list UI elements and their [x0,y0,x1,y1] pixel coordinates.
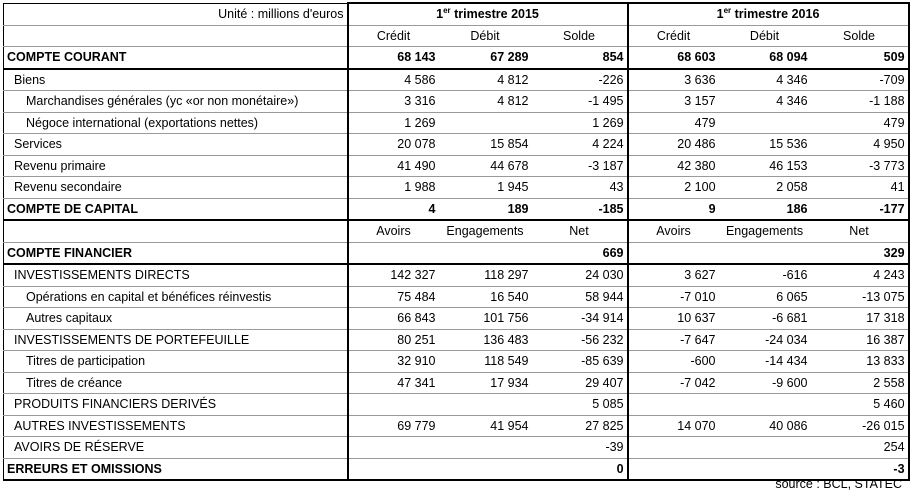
value-cell: 14 070 [628,415,719,437]
row-label: PRODUITS FINANCIERS DERIVÉS [4,394,348,416]
row-label: ERREURS ET OMISSIONS [4,458,348,480]
table-row [4,91,909,113]
value-cell: -56 232 [532,329,628,351]
value-cell: 20 486 [628,134,719,156]
column-header: Net [811,220,909,242]
value-cell: 1 945 [439,177,532,199]
value-cell: -616 [719,264,811,286]
value-cell: 186 [719,198,811,220]
blank-header-cell [4,25,348,47]
value-cell: 75 484 [348,286,439,308]
period-ordinal: 1 [716,7,724,22]
value-cell: 3 157 [628,91,719,113]
value-cell [348,437,439,459]
column-header: Avoirs [348,220,439,242]
column-header: Engagements [439,220,532,242]
value-cell: 42 380 [628,155,719,177]
period-header-row [4,3,909,25]
blank-header-cell [4,220,348,242]
value-cell: -6 681 [719,308,811,330]
value-cell: 68 603 [628,47,719,69]
value-cell: 2 558 [811,372,909,394]
table-row [4,264,909,286]
value-cell: 67 289 [439,47,532,69]
value-cell [439,394,532,416]
value-cell [348,242,439,264]
value-cell: 58 944 [532,286,628,308]
value-cell: -7 042 [628,372,719,394]
value-cell: 4 812 [439,91,532,113]
balance-of-payments-table [3,2,910,481]
value-cell: -34 914 [532,308,628,330]
balance-table-container [3,2,908,491]
value-cell: 69 779 [348,415,439,437]
table-row [4,112,909,134]
table-row [4,437,909,459]
column-header: Débit [719,25,811,47]
value-cell: -226 [532,69,628,91]
value-cell: -13 075 [811,286,909,308]
value-cell: 9 [628,198,719,220]
column-header: Net [532,220,628,242]
value-cell: 66 843 [348,308,439,330]
value-cell [719,112,811,134]
value-cell: -9 600 [719,372,811,394]
row-label: Titres de créance [4,372,348,394]
value-cell: 46 153 [719,155,811,177]
table-row [4,177,909,199]
column-header: Solde [532,25,628,47]
value-cell [719,242,811,264]
value-cell: 47 341 [348,372,439,394]
table-row [4,394,909,416]
period-label: trimestre 2015 [450,7,539,22]
value-cell: 27 825 [532,415,628,437]
value-cell: 854 [532,47,628,69]
value-cell: 68 143 [348,47,439,69]
column-header-row [4,25,909,47]
value-cell: 4 346 [719,91,811,113]
period-ordinal-suffix: er [443,6,451,16]
value-cell: 669 [532,242,628,264]
value-cell: -185 [532,198,628,220]
row-label: Titres de participation [4,351,348,373]
value-cell: 479 [628,112,719,134]
value-cell: 32 910 [348,351,439,373]
value-cell: 5 460 [811,394,909,416]
value-cell: 29 407 [532,372,628,394]
value-cell [628,394,719,416]
value-cell: 20 078 [348,134,439,156]
value-cell: 142 327 [348,264,439,286]
value-cell: 4 346 [719,69,811,91]
value-cell: 6 065 [719,286,811,308]
value-cell: -85 639 [532,351,628,373]
table-row [4,242,909,264]
value-cell: -7 647 [628,329,719,351]
value-cell: 17 318 [811,308,909,330]
value-cell: 16 540 [439,286,532,308]
value-cell: -26 015 [811,415,909,437]
row-label: Revenu secondaire [4,177,348,199]
value-cell: 10 637 [628,308,719,330]
value-cell: 3 636 [628,69,719,91]
value-cell: 80 251 [348,329,439,351]
table-row [4,308,909,330]
value-cell [348,394,439,416]
value-cell: 40 086 [719,415,811,437]
value-cell: 0 [532,458,628,480]
table-row [4,69,909,91]
row-label: INVESTISSEMENTS DIRECTS [4,264,348,286]
row-label: Négoce international (exportations nettes) [4,112,348,134]
column-header: Avoirs [628,220,719,242]
table-row [4,329,909,351]
row-label: Marchandises générales (yc «or non monétaire») [4,91,348,113]
row-label: Autres capitaux [4,308,348,330]
value-cell: 41 490 [348,155,439,177]
value-cell: 479 [811,112,909,134]
value-cell: 44 678 [439,155,532,177]
value-cell: 4 224 [532,134,628,156]
row-label: AVOIRS DE RÉSERVE [4,437,348,459]
table-row [4,198,909,220]
value-cell: 1 269 [348,112,439,134]
row-label: COMPTE COURANT [4,47,348,69]
row-label: COMPTE FINANCIER [4,242,348,264]
table-row [4,286,909,308]
row-label: Revenu primaire [4,155,348,177]
value-cell: 68 094 [719,47,811,69]
value-cell: 3 627 [628,264,719,286]
value-cell: 4 586 [348,69,439,91]
period-label: trimestre 2016 [731,7,820,22]
value-cell: -14 434 [719,351,811,373]
row-label: Opérations en capital et bénéfices réinvestis [4,286,348,308]
value-cell [628,242,719,264]
value-cell: -24 034 [719,329,811,351]
row-label: Biens [4,69,348,91]
value-cell: -39 [532,437,628,459]
table-row [4,155,909,177]
row-label: AUTRES INVESTISSEMENTS [4,415,348,437]
value-cell [439,458,532,480]
value-cell: -709 [811,69,909,91]
table-body [4,3,909,480]
value-cell: 4 812 [439,69,532,91]
value-cell: 41 954 [439,415,532,437]
unit-label: Unité : millions d'euros [4,3,348,25]
column-header: Crédit [628,25,719,47]
table-row [4,415,909,437]
value-cell: 4 [348,198,439,220]
value-cell: 1 269 [532,112,628,134]
value-cell: 2 100 [628,177,719,199]
value-cell: 189 [439,198,532,220]
value-cell: 2 058 [719,177,811,199]
value-cell [439,112,532,134]
period-ordinal: 1 [436,7,444,22]
table-row [4,372,909,394]
value-cell: -7 010 [628,286,719,308]
value-cell: -1 495 [532,91,628,113]
value-cell: 43 [532,177,628,199]
value-cell: 17 934 [439,372,532,394]
column-header: Crédit [348,25,439,47]
value-cell [628,458,719,480]
value-cell [439,437,532,459]
value-cell [348,458,439,480]
value-cell: 4 950 [811,134,909,156]
column-header: Engagements [719,220,811,242]
value-cell: -600 [628,351,719,373]
value-cell: -3 187 [532,155,628,177]
value-cell: -3 773 [811,155,909,177]
value-cell: 5 085 [532,394,628,416]
period-header [628,3,909,25]
value-cell: 13 833 [811,351,909,373]
value-cell: 1 988 [348,177,439,199]
value-cell: 41 [811,177,909,199]
source-note: source : BCL, STATEC [775,477,902,491]
value-cell [719,394,811,416]
value-cell: -3 [811,458,909,480]
value-cell: 329 [811,242,909,264]
row-label: INVESTISSEMENTS DE PORTEFEUILLE [4,329,348,351]
period-header [348,3,628,25]
value-cell: 4 243 [811,264,909,286]
value-cell: 118 297 [439,264,532,286]
table-row [4,458,909,480]
row-label: Services [4,134,348,156]
value-cell: -177 [811,198,909,220]
value-cell: -1 188 [811,91,909,113]
value-cell: 101 756 [439,308,532,330]
value-cell: 24 030 [532,264,628,286]
value-cell [628,437,719,459]
value-cell [719,437,811,459]
value-cell: 136 483 [439,329,532,351]
table-row [4,134,909,156]
value-cell: 15 854 [439,134,532,156]
value-cell [439,242,532,264]
value-cell: 15 536 [719,134,811,156]
period-ordinal-suffix: er [723,6,732,16]
column-header: Solde [811,25,909,47]
value-cell: 16 387 [811,329,909,351]
table-row [4,351,909,373]
value-cell: 509 [811,47,909,69]
column-header: Débit [439,25,532,47]
value-cell: 254 [811,437,909,459]
value-cell: 118 549 [439,351,532,373]
financial-column-header-row [4,220,909,242]
table-row [4,47,909,69]
value-cell: 3 316 [348,91,439,113]
row-label: COMPTE DE CAPITAL [4,198,348,220]
